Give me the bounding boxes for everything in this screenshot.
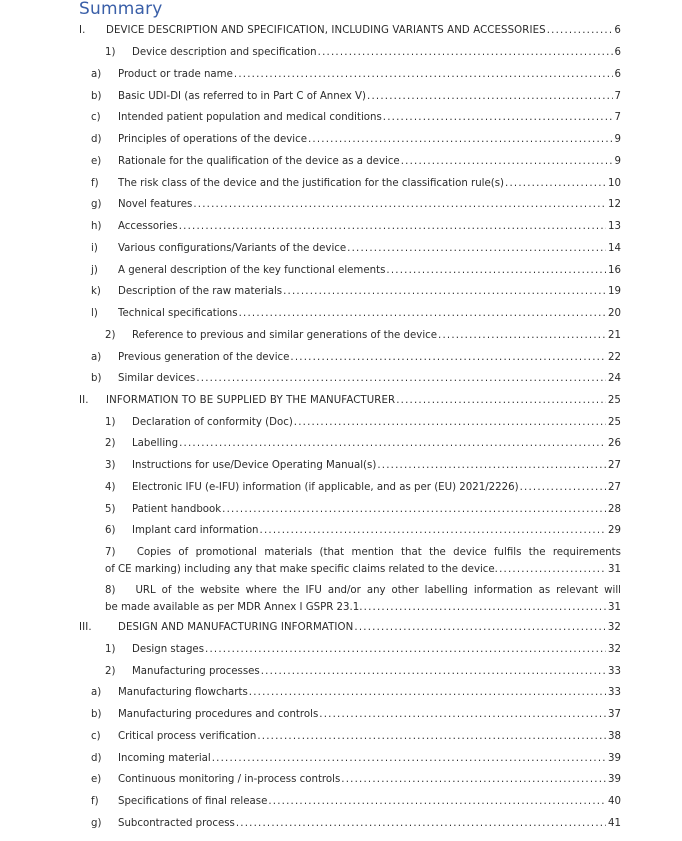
entry-number: j) [91, 265, 98, 276]
toc-entry[interactable] [0, 155, 682, 169]
entry-page: 7 [614, 91, 621, 102]
entry-text: DEVICE DESCRIPTION AND SPECIFICATION, INCLUDING VARIANTS AND ACCESSORIES [106, 25, 546, 36]
toc-entry[interactable] [0, 198, 682, 212]
entry-text: Labelling [132, 438, 179, 449]
entry-text: of CE marking) including any that make specific claims related to the device [105, 564, 495, 575]
leader-dots [377, 459, 606, 473]
entry-page: 39 [608, 774, 621, 785]
leader-dots [239, 307, 606, 321]
entry-number: f) [91, 178, 99, 189]
leader-dots [268, 795, 606, 809]
leader-dots [319, 708, 606, 722]
entry-text: Rationale for the qualification of the device as a device [118, 156, 400, 167]
entry-number: a) [91, 69, 102, 80]
entry-text: Incoming material [118, 753, 211, 764]
entry-page: 6 [614, 47, 621, 58]
toc-entry[interactable] [0, 730, 682, 744]
entry-text: Design stages [132, 644, 204, 655]
entry-number: 1) [105, 47, 116, 58]
leader-dots [396, 394, 606, 408]
entry-number: b) [91, 709, 102, 720]
toc-entry[interactable] [0, 307, 682, 321]
leader-dots [359, 599, 606, 616]
toc-entry[interactable] [0, 90, 682, 104]
entry-number: 3) [105, 460, 116, 471]
toc-entry[interactable] [0, 481, 682, 495]
leader-dots [261, 665, 606, 679]
entry-number: g) [91, 199, 102, 210]
entry-number: c) [91, 731, 101, 742]
toc-entry-multiline[interactable] [105, 544, 621, 578]
toc-entry-section-1[interactable] [0, 24, 682, 38]
toc-entry[interactable] [0, 372, 682, 386]
entry-number: g) [91, 818, 102, 829]
entry-text: The risk class of the device and the justification for the classification rule(s) [118, 178, 505, 189]
toc-entry[interactable] [0, 437, 682, 451]
leader-dots [236, 817, 606, 831]
entry-page: 9 [614, 134, 621, 145]
entry-number: a) [91, 352, 102, 363]
entry-page: 12 [608, 199, 621, 210]
toc-entry[interactable] [0, 708, 682, 722]
toc-entry[interactable] [0, 795, 682, 809]
entry-number: a) [91, 687, 102, 698]
entry-page: 27 [608, 482, 621, 493]
entry-page: 28 [608, 504, 621, 515]
toc-entry[interactable] [0, 665, 682, 679]
entry-number: 1) [105, 417, 116, 428]
entry-number: 5) [105, 504, 116, 515]
entry-page: 41 [608, 818, 621, 829]
entry-page: 6 [614, 25, 621, 36]
entry-number: 2) [105, 330, 116, 341]
entry-text: Various configurations/Variants of the device [118, 243, 347, 254]
leader-dots [495, 561, 606, 578]
entry-page: 38 [608, 731, 621, 742]
entry-text: be made available as per MDR Annex I GSPR 23.1 [105, 602, 360, 613]
toc-entry-section-3[interactable] [0, 621, 682, 635]
entry-text: Electronic IFU (e-IFU) information (if applicable, and as per (EU) 2021/2226) [132, 482, 519, 493]
entry-text: Manufacturing flowcharts [118, 687, 248, 698]
entry-line-2 [105, 561, 621, 578]
entry-page: 33 [608, 666, 621, 677]
entry-number: k) [91, 286, 101, 297]
entry-page: 26 [608, 438, 621, 449]
toc-entry[interactable] [0, 459, 682, 473]
entry-page: 22 [608, 352, 621, 363]
leader-dots [179, 437, 606, 451]
entry-page: 32 [607, 622, 621, 633]
entry-text: Accessories [118, 221, 178, 232]
leader-dots [505, 177, 606, 191]
entry-page: 20 [608, 308, 621, 319]
leader-dots [354, 621, 605, 635]
leader-dots [257, 730, 606, 744]
entry-text: Technical specifications [118, 308, 238, 319]
toc-entry[interactable] [0, 177, 682, 191]
entry-page: 39 [608, 753, 621, 764]
toc-entry[interactable] [0, 351, 682, 365]
entry-text: DESIGN AND MANUFACTURING INFORMATION [118, 622, 354, 633]
entry-text: Continuous monitoring / in-process controls [118, 774, 341, 785]
entry-page: 24 [608, 373, 621, 384]
leader-dots [367, 90, 613, 104]
entry-text: Device description and specification [132, 47, 317, 58]
leader-dots [341, 773, 606, 787]
leader-dots [249, 686, 606, 700]
entry-page: 31 [608, 602, 621, 613]
leader-dots [212, 752, 606, 766]
toc-entry[interactable] [0, 503, 682, 517]
entry-text: Declaration of conformity (Doc) [132, 417, 293, 428]
leader-dots [294, 416, 606, 430]
entry-number: d) [91, 753, 102, 764]
leader-dots [179, 220, 606, 234]
entry-text: Reference to previous and similar generations of the device [132, 330, 438, 341]
entry-text: Product or trade name [118, 69, 233, 80]
toc-entry-section-2[interactable] [0, 394, 682, 408]
entry-page: 40 [608, 796, 621, 807]
entry-text: URL of the website where the IFU and/or any other labelling information as relevant will [135, 585, 621, 596]
toc-entry[interactable] [0, 686, 682, 700]
toc-entry[interactable] [0, 111, 682, 125]
toc-entry[interactable] [0, 817, 682, 831]
entry-page: 27 [608, 460, 621, 471]
toc-entry[interactable] [0, 242, 682, 256]
toc-entry[interactable] [0, 68, 682, 82]
leader-dots [347, 242, 606, 256]
leader-dots [260, 524, 607, 538]
entry-page: 7 [614, 112, 621, 123]
entry-page: 10 [608, 178, 621, 189]
toc-entry[interactable] [0, 133, 682, 147]
entry-text: Manufacturing procedures and controls [118, 709, 319, 720]
entry-text: Principles of operations of the device [118, 134, 307, 145]
leader-dots [205, 643, 606, 657]
toc-entry[interactable] [0, 524, 682, 538]
entry-page: 16 [608, 265, 621, 276]
leader-dots [290, 351, 606, 365]
toc-entry[interactable] [0, 643, 682, 657]
leader-dots [193, 198, 606, 212]
entry-text: Intended patient population and medical conditions [118, 112, 382, 123]
entry-line-1 [105, 544, 621, 561]
entry-text: Specifications of final release [118, 796, 268, 807]
leader-dots [386, 264, 606, 278]
entry-page: 33 [608, 687, 621, 698]
entry-number: 2) [105, 438, 116, 449]
entry-page: 6 [614, 69, 621, 80]
entry-line-2 [105, 599, 621, 616]
entry-number: b) [91, 91, 102, 102]
entry-page: 9 [614, 156, 621, 167]
entry-number: 2) [105, 666, 116, 677]
entry-text: A general description of the key functional elements [118, 265, 386, 276]
entry-page: 19 [608, 286, 621, 297]
leader-dots [234, 68, 613, 82]
toc-entry-multiline[interactable] [105, 582, 621, 616]
entry-text: Patient handbook [132, 504, 222, 515]
entry-number: l) [91, 308, 98, 319]
entry-number: 6) [105, 525, 116, 536]
entry-number: I. [79, 25, 86, 36]
entry-page: 29 [608, 525, 621, 536]
entry-text: Similar devices [118, 373, 196, 384]
entry-text: Critical process verification [118, 731, 257, 742]
page-title: Summary [79, 0, 163, 19]
leader-dots [283, 285, 606, 299]
toc-entry[interactable] [0, 773, 682, 787]
toc-entry[interactable] [0, 416, 682, 430]
entry-page: 37 [608, 709, 621, 720]
toc-entry[interactable] [0, 46, 682, 60]
entry-text: Novel features [118, 199, 193, 210]
toc-entry[interactable] [0, 264, 682, 278]
toc-entry[interactable] [0, 329, 682, 343]
entry-text: INFORMATION TO BE SUPPLIED BY THE MANUFACTURER [106, 395, 396, 406]
entry-page: 31 [608, 564, 621, 575]
entry-page: 21 [608, 330, 621, 341]
leader-dots [222, 503, 606, 517]
entry-text: Previous generation of the device [118, 352, 290, 363]
entry-text: Implant card information [132, 525, 259, 536]
entry-number: III. [79, 622, 92, 633]
leader-dots [520, 481, 606, 495]
entry-number: e) [91, 774, 102, 785]
entry-number: d) [91, 134, 102, 145]
entry-number: II. [79, 395, 89, 406]
entry-text: Copies of promotional materials (that mention that the device fulfils the requirements [136, 547, 621, 558]
entry-page: 14 [608, 243, 621, 254]
leader-dots [308, 133, 613, 147]
entry-text: Subcontracted process [118, 818, 235, 829]
entry-number: h) [91, 221, 102, 232]
leader-dots [438, 329, 606, 343]
leader-dots [196, 372, 606, 386]
entry-number: b) [91, 373, 102, 384]
leader-dots [547, 24, 613, 38]
entry-text: Instructions for use/Device Operating Manual(s) [132, 460, 377, 471]
entry-page: 25 [607, 395, 621, 406]
toc-entry[interactable] [0, 285, 682, 299]
entry-text: Description of the raw materials [118, 286, 283, 297]
entry-number: 1) [105, 644, 116, 655]
entry-page: 13 [608, 221, 621, 232]
leader-dots [318, 46, 613, 60]
entry-number: 8) [105, 585, 116, 596]
leader-dots [401, 155, 613, 169]
entry-text: Basic UDI-DI (as referred to in Part C of Annex V) [118, 91, 367, 102]
entry-line-1 [105, 582, 621, 599]
entry-number: 4) [105, 482, 116, 493]
entry-text: Manufacturing processes [132, 666, 260, 677]
entry-number: 7) [105, 547, 116, 558]
entry-number: c) [91, 112, 101, 123]
entry-page: 25 [608, 417, 621, 428]
entry-number: i) [91, 243, 98, 254]
leader-dots [383, 111, 613, 125]
entry-number: e) [91, 156, 102, 167]
toc-entry[interactable] [0, 220, 682, 234]
toc-entry[interactable] [0, 752, 682, 766]
entry-number: f) [91, 796, 99, 807]
entry-page: 32 [608, 644, 621, 655]
